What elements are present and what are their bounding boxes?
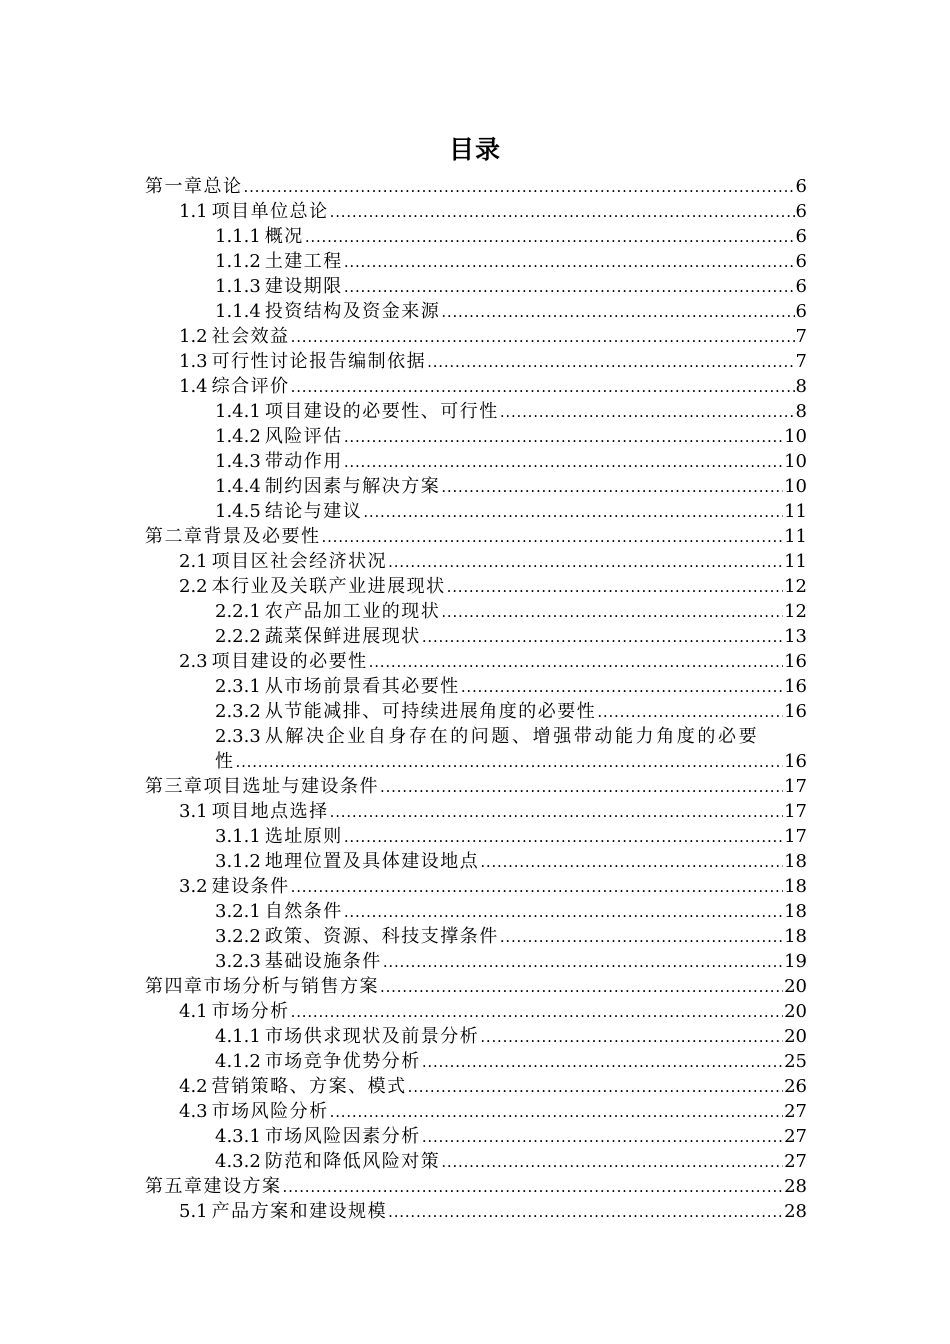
toc-entry[interactable] — [145, 423, 807, 448]
toc-entry[interactable] — [145, 1073, 807, 1098]
toc-entry-title: 市场风险因素分析 — [264, 1126, 421, 1147]
toc-entry-title: 项目单位总论 — [211, 201, 329, 222]
toc-entry-page: 18 — [784, 926, 807, 947]
toc-entry-title: 第二章背景及必要性 — [145, 526, 321, 547]
toc-leader-dots — [291, 876, 783, 898]
toc-entry-title: 可行性讨论报告编制依据 — [211, 351, 427, 372]
toc-entry-number: 4.3.1 — [215, 1126, 261, 1147]
toc-entry[interactable] — [145, 498, 807, 523]
toc-entry-page: 6 — [795, 276, 807, 297]
toc-entry-number: 3.1 — [179, 801, 208, 822]
toc-entry-number: 1.4.4 — [215, 476, 261, 497]
toc-entry[interactable] — [145, 698, 807, 723]
toc-leader-dots — [291, 326, 795, 348]
toc-leader-dots — [380, 776, 783, 798]
toc-entry-number: 2.2.2 — [215, 626, 261, 647]
toc-leader-dots — [422, 626, 783, 648]
toc-entry-page: 20 — [784, 1001, 807, 1022]
toc-entry[interactable] — [145, 648, 807, 673]
toc-entry-title: 政策、资源、科技支撑条件 — [264, 926, 499, 947]
toc-entry-number: 2.3.2 — [215, 701, 261, 722]
toc-entry-page: 7 — [795, 326, 807, 347]
toc-entry-title: 第五章建设方案 — [145, 1176, 282, 1197]
toc-entry-page: 16 — [784, 676, 807, 697]
toc-leader-dots — [363, 501, 783, 523]
toc-entry-page: 8 — [795, 401, 807, 422]
toc-leader-dots — [344, 251, 795, 273]
toc-entry-page: 10 — [784, 476, 807, 497]
toc-entry-page: 6 — [795, 176, 807, 197]
toc-leader-dots — [441, 301, 794, 323]
toc-entry-line[interactable] — [145, 723, 807, 748]
toc-entry-title: 建设期限 — [264, 276, 343, 297]
toc-entry-page: 16 — [784, 751, 807, 772]
toc-entry-number: 4.1 — [179, 1001, 208, 1022]
toc-entry[interactable] — [145, 673, 807, 698]
toc-entry-page: 12 — [784, 601, 807, 622]
toc-entry-title: 从解决企业自身存在的问题、增强带动能力角度的必要 — [264, 726, 760, 747]
toc-entry-page: 16 — [784, 651, 807, 672]
toc-entry-number: 1.1.4 — [215, 301, 261, 322]
table-of-contents — [145, 173, 807, 1223]
toc-entry-title: 从节能减排、可持续进展角度的必要性 — [264, 701, 597, 722]
toc-entry[interactable] — [145, 273, 807, 298]
toc-leader-dots — [461, 676, 783, 698]
toc-entry[interactable] — [145, 948, 807, 973]
toc-leader-dots — [305, 226, 795, 248]
toc-leader-dots — [597, 701, 783, 723]
toc-entry-title: 自然条件 — [264, 901, 343, 922]
toc-leader-dots — [369, 651, 783, 673]
toc-leader-dots — [236, 751, 784, 773]
toc-entry-number: 2.1 — [179, 551, 208, 572]
toc-entry-number: 1.1.3 — [215, 276, 261, 297]
toc-entry[interactable] — [145, 923, 807, 948]
toc-leader-dots — [283, 1176, 784, 1198]
toc-entry-number: 1.2 — [179, 326, 208, 347]
toc-entry-page: 27 — [784, 1126, 807, 1147]
toc-entry-number: 1.4.1 — [215, 401, 261, 422]
toc-entry-title: 带动作用 — [264, 451, 343, 472]
toc-entry-number: 2.3.1 — [215, 676, 261, 697]
toc-entry-page: 28 — [784, 1176, 807, 1197]
toc-leader-dots — [441, 476, 783, 498]
toc-entry[interactable] — [145, 548, 807, 573]
toc-entry-page: 11 — [784, 526, 807, 547]
toc-entry-number: 4.2 — [179, 1076, 208, 1097]
toc-entry-page: 6 — [795, 201, 807, 222]
toc-entry-page: 8 — [795, 376, 807, 397]
toc-entry-page: 11 — [784, 551, 807, 572]
toc-entry[interactable] — [145, 1198, 807, 1223]
toc-entry-title: 制约因素与解决方案 — [264, 476, 441, 497]
toc-entry-title: 市场风险分析 — [211, 1101, 329, 1122]
toc-entry-title: 综合评价 — [211, 376, 290, 397]
toc-entry[interactable] — [145, 198, 807, 223]
toc-entry-number: 3.2 — [179, 876, 208, 897]
toc-leader-dots — [330, 801, 783, 823]
toc-entry[interactable] — [145, 973, 807, 998]
toc-entry-number: 3.2.2 — [215, 926, 261, 947]
toc-entry[interactable] — [145, 573, 807, 598]
toc-leader-dots — [344, 276, 795, 298]
toc-entry-number: 5.1 — [179, 1201, 208, 1222]
toc-entry[interactable] — [145, 998, 807, 1023]
toc-leader-dots — [388, 551, 783, 573]
toc-entry[interactable] — [145, 1148, 807, 1173]
toc-entry-title: 产品方案和建设规模 — [211, 1201, 388, 1222]
toc-entry-title: 市场竞争优势分析 — [264, 1051, 421, 1072]
toc-leader-dots — [330, 201, 795, 223]
toc-entry-title: 社会效益 — [211, 326, 290, 347]
toc-entry-page: 6 — [795, 226, 807, 247]
toc-entry-page: 18 — [784, 876, 807, 897]
toc-entry[interactable] — [145, 623, 807, 648]
toc-entry-number: 2.3 — [179, 651, 208, 672]
toc-leader-dots — [330, 1101, 783, 1123]
toc-leader-dots — [480, 851, 783, 873]
toc-entry-number: 1.4.2 — [215, 426, 261, 447]
toc-entry[interactable] — [145, 248, 807, 273]
toc-leader-dots — [344, 426, 783, 448]
toc-leader-dots — [380, 976, 783, 998]
toc-entry[interactable] — [145, 1123, 807, 1148]
toc-entry-title: 地理位置及具体建设地点 — [264, 851, 480, 872]
toc-entry-title: 市场供求现状及前景分析 — [264, 1026, 480, 1047]
toc-entry-page: 6 — [795, 301, 807, 322]
toc-leader-dots — [344, 451, 783, 473]
toc-entry-title: 建设条件 — [211, 876, 290, 897]
toc-entry[interactable] — [145, 773, 807, 798]
toc-entry[interactable] — [145, 223, 807, 248]
toc-entry-page: 12 — [784, 576, 807, 597]
toc-leader-dots — [383, 951, 783, 973]
toc-leader-dots — [427, 351, 794, 373]
toc-entry-title: 项目建设的必要性、可行性 — [264, 401, 499, 422]
toc-entry[interactable] — [145, 598, 807, 623]
toc-entry-page: 18 — [784, 851, 807, 872]
toc-leader-dots — [344, 901, 783, 923]
toc-leader-dots — [322, 526, 784, 548]
toc-entry-title: 概况 — [264, 226, 304, 247]
toc-entry-number: 2.2.1 — [215, 601, 261, 622]
toc-entry[interactable] — [145, 898, 807, 923]
toc-entry[interactable] — [145, 1048, 807, 1073]
toc-entry[interactable] — [145, 523, 807, 548]
toc-leader-dots — [447, 576, 783, 598]
toc-leader-dots — [291, 1001, 783, 1023]
toc-entry-page: 27 — [784, 1101, 807, 1122]
toc-entry-title: 第三章项目选址与建设条件 — [145, 776, 379, 797]
toc-entry[interactable] — [145, 748, 807, 773]
toc-leader-dots — [441, 1151, 783, 1173]
toc-leader-dots — [500, 401, 795, 423]
toc-entry-title: 农产品加工业的现状 — [264, 601, 441, 622]
toc-entry-page: 20 — [784, 976, 807, 997]
toc-entry-number: 4.3.2 — [215, 1151, 261, 1172]
toc-entry-number: 1.1.2 — [215, 251, 261, 272]
toc-entry-number: 1.1 — [179, 201, 208, 222]
toc-entry[interactable] — [145, 298, 807, 323]
toc-entry-number: 1.3 — [179, 351, 208, 372]
toc-entry-title: 投资结构及资金来源 — [264, 301, 441, 322]
toc-leader-dots — [388, 1201, 783, 1223]
toc-entry-number: 1.4.3 — [215, 451, 261, 472]
toc-entry-title: 营销策略、方案、模式 — [211, 1076, 407, 1097]
toc-entry-number: 1.4 — [179, 376, 208, 397]
toc-entry[interactable] — [145, 1173, 807, 1198]
toc-entry-page: 27 — [784, 1151, 807, 1172]
toc-entry[interactable] — [145, 323, 807, 348]
toc-entry-title: 土建工程 — [264, 251, 343, 272]
toc-leader-dots — [480, 1026, 783, 1048]
toc-entry-page: 28 — [784, 1201, 807, 1222]
toc-title: 目录 — [448, 135, 501, 164]
toc-entry-number: 4.1.2 — [215, 1051, 261, 1072]
toc-leader-dots — [344, 826, 783, 848]
toc-entry-number: 3.1.1 — [215, 826, 261, 847]
toc-entry[interactable] — [145, 398, 807, 423]
toc-entry-title: 第四章市场分析与销售方案 — [145, 976, 379, 997]
toc-entry-title: 项目建设的必要性 — [211, 651, 368, 672]
toc-entry[interactable] — [145, 1098, 807, 1123]
toc-entry[interactable] — [145, 448, 807, 473]
toc-entry[interactable] — [145, 1023, 807, 1048]
toc-entry[interactable] — [145, 473, 807, 498]
toc-entry-page: 16 — [784, 701, 807, 722]
toc-entry-page: 11 — [784, 501, 807, 522]
toc-entry-page: 13 — [784, 626, 807, 647]
toc-entry-page: 10 — [784, 426, 807, 447]
toc-entry[interactable] — [145, 873, 807, 898]
toc-leader-dots — [291, 376, 795, 398]
toc-entry-page: 17 — [784, 826, 807, 847]
toc-entry-page: 7 — [795, 351, 807, 372]
toc-entry-title: 第一章总论 — [145, 176, 243, 197]
toc-leader-dots — [422, 1051, 783, 1073]
toc-entry-title: 防范和降低风险对策 — [264, 1151, 441, 1172]
toc-entry-number: 2.2 — [179, 576, 208, 597]
toc-entry-number: 1.4.5 — [215, 501, 261, 522]
toc-leader-dots — [244, 176, 795, 198]
toc-entry-title: 市场分析 — [211, 1001, 290, 1022]
toc-entry-page: 19 — [784, 951, 807, 972]
toc-entry[interactable] — [145, 823, 807, 848]
toc-entry-page: 26 — [784, 1076, 807, 1097]
toc-entry-page: 20 — [784, 1026, 807, 1047]
toc-entry-title: 风险评估 — [264, 426, 343, 447]
toc-entry-title: 从市场前景看其必要性 — [264, 676, 460, 697]
toc-entry-page: 17 — [784, 776, 807, 797]
toc-entry-title: 蔬菜保鲜进展现状 — [264, 626, 421, 647]
toc-entry[interactable] — [145, 373, 807, 398]
toc-entry-title: 选址原则 — [264, 826, 343, 847]
toc-entry-number: 4.1.1 — [215, 1026, 261, 1047]
toc-entry-page: 18 — [784, 901, 807, 922]
toc-entry[interactable] — [145, 798, 807, 823]
toc-entry-number: 2.3.3 — [215, 726, 261, 747]
toc-entry-title: 结论与建议 — [264, 501, 363, 522]
toc-entry-title: 项目区社会经济状况 — [211, 551, 388, 572]
toc-entry[interactable] — [145, 848, 807, 873]
toc-entry-number: 4.3 — [179, 1101, 208, 1122]
toc-leader-dots — [422, 1126, 783, 1148]
toc-entry-page: 10 — [784, 451, 807, 472]
toc-leader-dots — [500, 926, 783, 948]
toc-entry-title: 本行业及关联产业进展现状 — [211, 576, 446, 597]
toc-entry-page: 25 — [784, 1051, 807, 1072]
toc-leader-dots — [408, 1076, 783, 1098]
toc-entry-number: 1.1.1 — [215, 226, 261, 247]
toc-entry-number: 3.2.3 — [215, 951, 261, 972]
toc-entry-page: 6 — [795, 251, 807, 272]
toc-entry[interactable] — [145, 173, 807, 198]
toc-leader-dots — [441, 601, 783, 623]
toc-entry-title: 基础设施条件 — [264, 951, 382, 972]
toc-entry[interactable] — [145, 348, 807, 373]
toc-entry-title-continued: 性 — [215, 751, 235, 772]
toc-entry-title: 项目地点选择 — [211, 801, 329, 822]
toc-entry-page: 17 — [784, 801, 807, 822]
toc-entry-number: 3.1.2 — [215, 851, 261, 872]
toc-entry-number: 3.2.1 — [215, 901, 261, 922]
